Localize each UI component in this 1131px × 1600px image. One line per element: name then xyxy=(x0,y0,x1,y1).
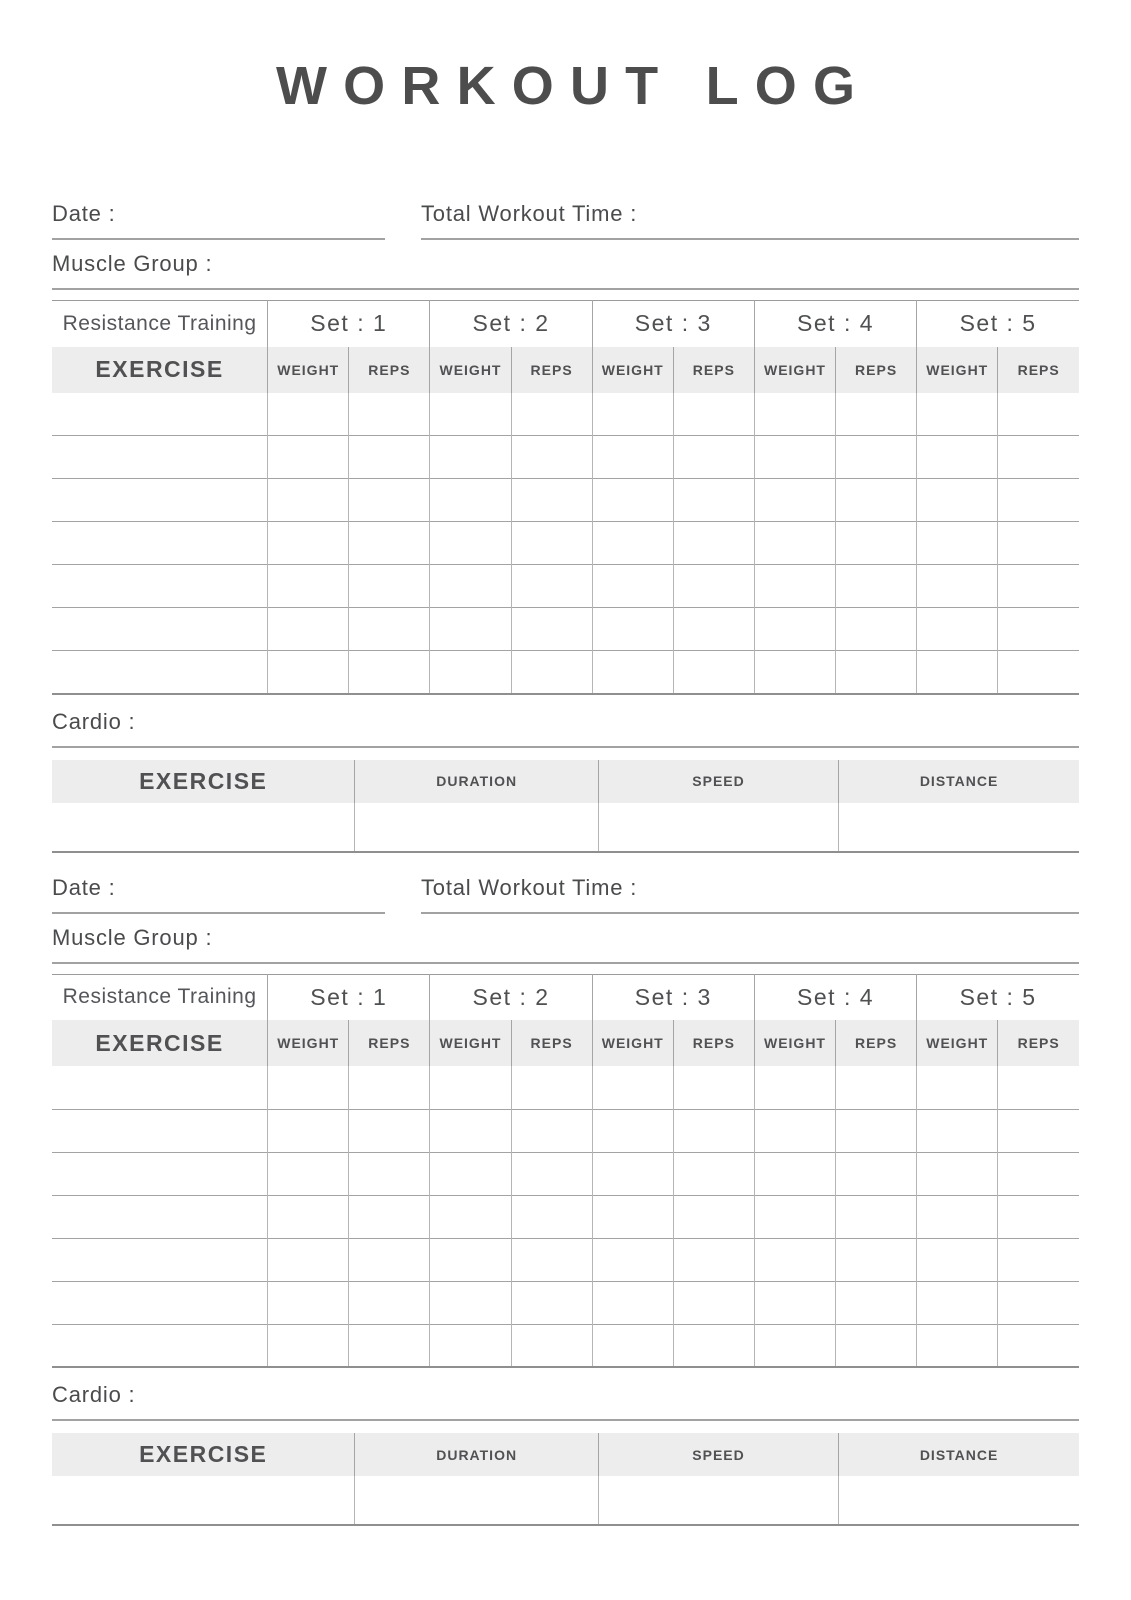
resistance-entry-cell[interactable] xyxy=(268,1152,349,1195)
cardio-field[interactable] xyxy=(52,709,1079,748)
resistance-entry-cell[interactable] xyxy=(998,436,1079,479)
resistance-entry-cell[interactable] xyxy=(511,1195,592,1238)
reps-column-header: REPS xyxy=(998,1020,1079,1066)
resistance-entry-cell[interactable] xyxy=(754,1195,835,1238)
reps-column-header: REPS xyxy=(836,347,917,393)
resistance-entry-cell[interactable] xyxy=(511,1281,592,1324)
resistance-entry-cell[interactable] xyxy=(511,1238,592,1281)
resistance-entry-cell[interactable] xyxy=(592,1066,673,1109)
resistance-entry-cell[interactable] xyxy=(673,1152,754,1195)
exercise-column-header: EXERCISE xyxy=(52,347,268,393)
resistance-entry-cell[interactable] xyxy=(592,1195,673,1238)
resistance-entry-cell[interactable] xyxy=(998,1152,1079,1195)
resistance-entry-cell[interactable] xyxy=(673,608,754,651)
set-2-header: Set : 2 xyxy=(430,974,592,1020)
resistance-entry-cell[interactable] xyxy=(430,1109,511,1152)
resistance-entry-cell[interactable] xyxy=(836,1281,917,1324)
muscle-group-field[interactable] xyxy=(52,925,1079,964)
weight-column-header: WEIGHT xyxy=(592,1020,673,1066)
resistance-entry-cell[interactable] xyxy=(430,436,511,479)
resistance-entry-cell[interactable] xyxy=(836,608,917,651)
resistance-entry-cell[interactable] xyxy=(349,651,430,694)
table-row xyxy=(52,803,1079,852)
cardio-entry-cell[interactable] xyxy=(52,803,355,852)
resistance-entry-cell[interactable] xyxy=(998,1066,1079,1109)
cardio-exercise-header: EXERCISE xyxy=(52,1433,355,1476)
weight-column-header: WEIGHT xyxy=(268,1020,349,1066)
cardio-entry-cell[interactable] xyxy=(52,1476,355,1525)
resistance-entry-cell[interactable] xyxy=(754,1281,835,1324)
resistance-entry-cell[interactable] xyxy=(998,565,1079,608)
resistance-entry-cell[interactable] xyxy=(754,1324,835,1367)
resistance-entry-cell[interactable] xyxy=(430,565,511,608)
cardio-exercise-header: EXERCISE xyxy=(52,760,355,803)
resistance-entry-cell[interactable] xyxy=(673,1066,754,1109)
resistance-entry-cell[interactable] xyxy=(268,1066,349,1109)
resistance-entry-cell[interactable] xyxy=(592,522,673,565)
resistance-entry-cell[interactable] xyxy=(511,1066,592,1109)
resistance-entry-cell[interactable] xyxy=(836,393,917,436)
resistance-entry-cell[interactable] xyxy=(52,393,268,436)
resistance-entry-cell[interactable] xyxy=(917,608,998,651)
resistance-entry-cell[interactable] xyxy=(917,479,998,522)
resistance-entry-cell[interactable] xyxy=(52,1324,268,1367)
resistance-entry-cell[interactable] xyxy=(998,1109,1079,1152)
resistance-entry-cell[interactable] xyxy=(673,1238,754,1281)
resistance-entry-cell[interactable] xyxy=(52,1109,268,1152)
resistance-entry-cell[interactable] xyxy=(998,1195,1079,1238)
resistance-entry-cell[interactable] xyxy=(673,1324,754,1367)
resistance-entry-cell[interactable] xyxy=(998,651,1079,694)
resistance-entry-cell[interactable] xyxy=(836,479,917,522)
cardio-table xyxy=(52,1433,1079,1526)
resistance-training-label: Resistance Training xyxy=(62,985,257,1009)
resistance-entry-cell[interactable] xyxy=(52,436,268,479)
column-header-row xyxy=(52,347,1079,393)
cardio-entry-cell[interactable] xyxy=(355,1476,598,1525)
date-label: Date : xyxy=(52,201,116,226)
resistance-entry-cell[interactable] xyxy=(430,1195,511,1238)
resistance-entry-cell[interactable] xyxy=(836,522,917,565)
set-3-header: Set : 3 xyxy=(592,301,754,347)
resistance-entry-cell[interactable] xyxy=(268,1109,349,1152)
reps-column-header: REPS xyxy=(511,347,592,393)
resistance-entry-cell[interactable] xyxy=(511,1109,592,1152)
resistance-entry-cell[interactable] xyxy=(268,479,349,522)
resistance-entry-cell[interactable] xyxy=(998,393,1079,436)
resistance-entry-cell[interactable] xyxy=(673,565,754,608)
resistance-entry-cell[interactable] xyxy=(754,522,835,565)
set-4-header: Set : 4 xyxy=(754,301,916,347)
table-row xyxy=(52,479,1079,522)
weight-column-header: WEIGHT xyxy=(754,1020,835,1066)
resistance-entry-cell[interactable] xyxy=(592,1238,673,1281)
resistance-entry-cell[interactable] xyxy=(754,1152,835,1195)
set-header-row xyxy=(52,301,1079,347)
weight-column-header: WEIGHT xyxy=(268,347,349,393)
cardio-duration-header: DURATION xyxy=(355,760,598,803)
resistance-entry-cell[interactable] xyxy=(917,565,998,608)
resistance-entry-cell[interactable] xyxy=(917,651,998,694)
resistance-entry-cell[interactable] xyxy=(917,1281,998,1324)
resistance-entry-cell[interactable] xyxy=(673,436,754,479)
resistance-entry-cell[interactable] xyxy=(917,1324,998,1367)
resistance-entry-cell[interactable] xyxy=(592,651,673,694)
page-content xyxy=(52,115,1079,1526)
resistance-entry-cell[interactable] xyxy=(268,393,349,436)
resistance-entry-cell[interactable] xyxy=(430,1281,511,1324)
page-title: WORKOUT LOG xyxy=(276,56,872,116)
cardio-entry-cell[interactable] xyxy=(355,803,598,852)
reps-column-header: REPS xyxy=(836,1020,917,1066)
resistance-entry-cell[interactable] xyxy=(673,651,754,694)
resistance-entry-cell[interactable] xyxy=(673,1281,754,1324)
resistance-entry-cell[interactable] xyxy=(836,565,917,608)
resistance-entry-cell[interactable] xyxy=(511,393,592,436)
resistance-entry-cell[interactable] xyxy=(511,436,592,479)
table-row xyxy=(52,608,1079,651)
resistance-entry-cell[interactable] xyxy=(349,565,430,608)
resistance-entry-cell[interactable] xyxy=(349,1152,430,1195)
resistance-entry-cell[interactable] xyxy=(52,1152,268,1195)
resistance-entry-cell[interactable] xyxy=(511,1152,592,1195)
reps-column-header: REPS xyxy=(673,1020,754,1066)
resistance-entry-cell[interactable] xyxy=(836,1066,917,1109)
resistance-entry-cell[interactable] xyxy=(754,393,835,436)
resistance-entry-cell[interactable] xyxy=(52,651,268,694)
cardio-entry-cell[interactable] xyxy=(839,803,1079,852)
weight-column-header: WEIGHT xyxy=(917,347,998,393)
resistance-entry-cell[interactable] xyxy=(268,1238,349,1281)
resistance-entry-cell[interactable] xyxy=(998,608,1079,651)
resistance-entry-cell[interactable] xyxy=(349,522,430,565)
resistance-entry-cell[interactable] xyxy=(430,608,511,651)
table-row xyxy=(52,436,1079,479)
cardio-speed-header: SPEED xyxy=(598,1433,838,1476)
cardio-entry-cell[interactable] xyxy=(839,1476,1079,1525)
total-workout-time-field[interactable] xyxy=(421,201,1079,240)
resistance-entry-cell[interactable] xyxy=(998,1238,1079,1281)
resistance-entry-cell[interactable] xyxy=(511,608,592,651)
date-time-row xyxy=(52,201,1079,240)
resistance-entry-cell[interactable] xyxy=(836,1152,917,1195)
resistance-entry-cell[interactable] xyxy=(592,1324,673,1367)
resistance-entry-cell[interactable] xyxy=(754,565,835,608)
cardio-speed-header: SPEED xyxy=(598,760,838,803)
resistance-entry-cell[interactable] xyxy=(836,1238,917,1281)
resistance-entry-cell[interactable] xyxy=(917,1109,998,1152)
resistance-entry-cell[interactable] xyxy=(511,565,592,608)
resistance-entry-cell[interactable] xyxy=(917,1066,998,1109)
resistance-entry-cell[interactable] xyxy=(998,1324,1079,1367)
workout-section-2 xyxy=(52,875,1079,1527)
resistance-entry-cell[interactable] xyxy=(349,393,430,436)
table-row xyxy=(52,393,1079,436)
table-row xyxy=(52,565,1079,608)
cardio-table xyxy=(52,760,1079,853)
resistance-entry-cell[interactable] xyxy=(349,1066,430,1109)
resistance-entry-cell[interactable] xyxy=(754,1109,835,1152)
resistance-entry-cell[interactable] xyxy=(268,608,349,651)
resistance-entry-cell[interactable] xyxy=(592,479,673,522)
resistance-entry-cell[interactable] xyxy=(673,479,754,522)
cardio-entry-cell[interactable] xyxy=(598,1476,838,1525)
resistance-entry-cell[interactable] xyxy=(430,1152,511,1195)
resistance-entry-cell[interactable] xyxy=(52,1238,268,1281)
reps-column-header: REPS xyxy=(998,347,1079,393)
resistance-entry-cell[interactable] xyxy=(836,436,917,479)
resistance-entry-cell[interactable] xyxy=(349,1195,430,1238)
column-header-row xyxy=(52,1020,1079,1066)
total-workout-time-label: Total Workout Time : xyxy=(421,874,638,900)
cardio-field[interactable] xyxy=(52,1382,1079,1421)
weight-column-header: WEIGHT xyxy=(917,1020,998,1066)
resistance-entry-cell[interactable] xyxy=(592,393,673,436)
workout-section-1 xyxy=(52,201,1079,853)
resistance-entry-cell[interactable] xyxy=(430,393,511,436)
resistance-entry-cell[interactable] xyxy=(673,522,754,565)
set-3-header: Set : 3 xyxy=(592,974,754,1020)
muscle-group-label: Muscle Group : xyxy=(52,251,213,276)
muscle-group-field[interactable] xyxy=(52,251,1079,290)
cardio-entry-cell[interactable] xyxy=(598,803,838,852)
resistance-entry-cell[interactable] xyxy=(917,436,998,479)
table-row xyxy=(52,1281,1079,1324)
resistance-entry-cell[interactable] xyxy=(349,1238,430,1281)
set-2-header: Set : 2 xyxy=(430,301,592,347)
reps-column-header: REPS xyxy=(349,347,430,393)
reps-column-header: REPS xyxy=(673,347,754,393)
resistance-entry-cell[interactable] xyxy=(52,608,268,651)
resistance-entry-cell[interactable] xyxy=(917,1238,998,1281)
resistance-entry-cell[interactable] xyxy=(268,1195,349,1238)
total-workout-time-field[interactable] xyxy=(421,875,1079,914)
resistance-entry-cell[interactable] xyxy=(52,565,268,608)
resistance-entry-cell[interactable] xyxy=(349,608,430,651)
table-row xyxy=(52,1152,1079,1195)
resistance-entry-cell[interactable] xyxy=(268,565,349,608)
resistance-entry-cell[interactable] xyxy=(592,1281,673,1324)
cardio-label: Cardio : xyxy=(52,708,136,734)
weight-column-header: WEIGHT xyxy=(754,347,835,393)
resistance-entry-cell[interactable] xyxy=(268,1281,349,1324)
resistance-entry-cell[interactable] xyxy=(430,651,511,694)
table-row xyxy=(52,522,1079,565)
resistance-entry-cell[interactable] xyxy=(836,651,917,694)
resistance-entry-cell[interactable] xyxy=(592,608,673,651)
set-1-header: Set : 1 xyxy=(268,974,430,1020)
resistance-entry-cell[interactable] xyxy=(836,1195,917,1238)
resistance-entry-cell[interactable] xyxy=(998,522,1079,565)
resistance-entry-cell[interactable] xyxy=(754,1238,835,1281)
resistance-entry-cell[interactable] xyxy=(511,651,592,694)
table-row xyxy=(52,1109,1079,1152)
resistance-entry-cell[interactable] xyxy=(52,1281,268,1324)
resistance-entry-cell[interactable] xyxy=(998,1281,1079,1324)
resistance-entry-cell[interactable] xyxy=(268,651,349,694)
resistance-training-table xyxy=(52,974,1079,1369)
reps-column-header: REPS xyxy=(349,1020,430,1066)
resistance-entry-cell[interactable] xyxy=(268,522,349,565)
resistance-entry-cell[interactable] xyxy=(836,1109,917,1152)
resistance-training-label: Resistance Training xyxy=(62,311,257,335)
set-1-header: Set : 1 xyxy=(268,301,430,347)
resistance-entry-cell[interactable] xyxy=(511,1324,592,1367)
reps-column-header: REPS xyxy=(511,1020,592,1066)
resistance-entry-cell[interactable] xyxy=(52,1195,268,1238)
cardio-header-row xyxy=(52,1433,1079,1476)
resistance-entry-cell[interactable] xyxy=(52,479,268,522)
cardio-duration-header: DURATION xyxy=(355,1433,598,1476)
date-time-row xyxy=(52,875,1079,914)
date-field[interactable] xyxy=(52,201,385,240)
resistance-entry-cell[interactable] xyxy=(917,1152,998,1195)
date-label: Date : xyxy=(52,874,116,900)
resistance-entry-cell[interactable] xyxy=(754,1066,835,1109)
resistance-entry-cell[interactable] xyxy=(268,1324,349,1367)
resistance-entry-cell[interactable] xyxy=(430,1324,511,1367)
set-4-header: Set : 4 xyxy=(754,974,916,1020)
resistance-entry-cell[interactable] xyxy=(511,479,592,522)
resistance-training-table xyxy=(52,300,1079,695)
table-row xyxy=(52,1324,1079,1367)
resistance-entry-cell[interactable] xyxy=(430,522,511,565)
resistance-entry-cell[interactable] xyxy=(430,1066,511,1109)
resistance-entry-cell[interactable] xyxy=(917,393,998,436)
cardio-label: Cardio : xyxy=(52,1382,136,1407)
resistance-entry-cell[interactable] xyxy=(754,608,835,651)
muscle-group-label: Muscle Group : xyxy=(52,924,213,950)
resistance-entry-cell[interactable] xyxy=(52,1066,268,1109)
weight-column-header: WEIGHT xyxy=(592,347,673,393)
cardio-header-row xyxy=(52,760,1079,803)
resistance-entry-cell[interactable] xyxy=(754,436,835,479)
weight-column-header: WEIGHT xyxy=(430,1020,511,1066)
resistance-entry-cell[interactable] xyxy=(917,522,998,565)
resistance-entry-cell[interactable] xyxy=(917,1195,998,1238)
resistance-entry-cell[interactable] xyxy=(268,436,349,479)
set-5-header: Set : 5 xyxy=(917,301,1079,347)
resistance-entry-cell[interactable] xyxy=(836,1324,917,1367)
resistance-entry-cell[interactable] xyxy=(511,522,592,565)
resistance-entry-cell[interactable] xyxy=(430,1238,511,1281)
resistance-entry-cell[interactable] xyxy=(592,1109,673,1152)
table-row xyxy=(52,1066,1079,1109)
total-workout-time-label: Total Workout Time : xyxy=(421,201,638,226)
cardio-distance-header: DISTANCE xyxy=(839,1433,1079,1476)
resistance-entry-cell[interactable] xyxy=(349,1281,430,1324)
table-row xyxy=(52,1476,1079,1525)
resistance-entry-cell[interactable] xyxy=(430,479,511,522)
resistance-entry-cell[interactable] xyxy=(673,1109,754,1152)
date-field[interactable] xyxy=(52,875,385,914)
table-row xyxy=(52,1238,1079,1281)
set-5-header: Set : 5 xyxy=(917,974,1079,1020)
resistance-entry-cell[interactable] xyxy=(592,565,673,608)
resistance-entry-cell[interactable] xyxy=(349,1324,430,1367)
resistance-entry-cell[interactable] xyxy=(349,479,430,522)
resistance-entry-cell[interactable] xyxy=(52,522,268,565)
resistance-entry-cell[interactable] xyxy=(349,1109,430,1152)
table-row xyxy=(52,651,1079,694)
set-header-row xyxy=(52,974,1079,1020)
exercise-column-header: EXERCISE xyxy=(52,1020,268,1066)
weight-column-header: WEIGHT xyxy=(430,347,511,393)
resistance-entry-cell[interactable] xyxy=(673,1195,754,1238)
resistance-entry-cell[interactable] xyxy=(592,1152,673,1195)
resistance-entry-cell[interactable] xyxy=(673,393,754,436)
table-row xyxy=(52,1195,1079,1238)
resistance-entry-cell[interactable] xyxy=(754,651,835,694)
resistance-entry-cell[interactable] xyxy=(592,436,673,479)
cardio-distance-header: DISTANCE xyxy=(839,760,1079,803)
resistance-entry-cell[interactable] xyxy=(349,436,430,479)
resistance-entry-cell[interactable] xyxy=(754,479,835,522)
resistance-entry-cell[interactable] xyxy=(998,479,1079,522)
